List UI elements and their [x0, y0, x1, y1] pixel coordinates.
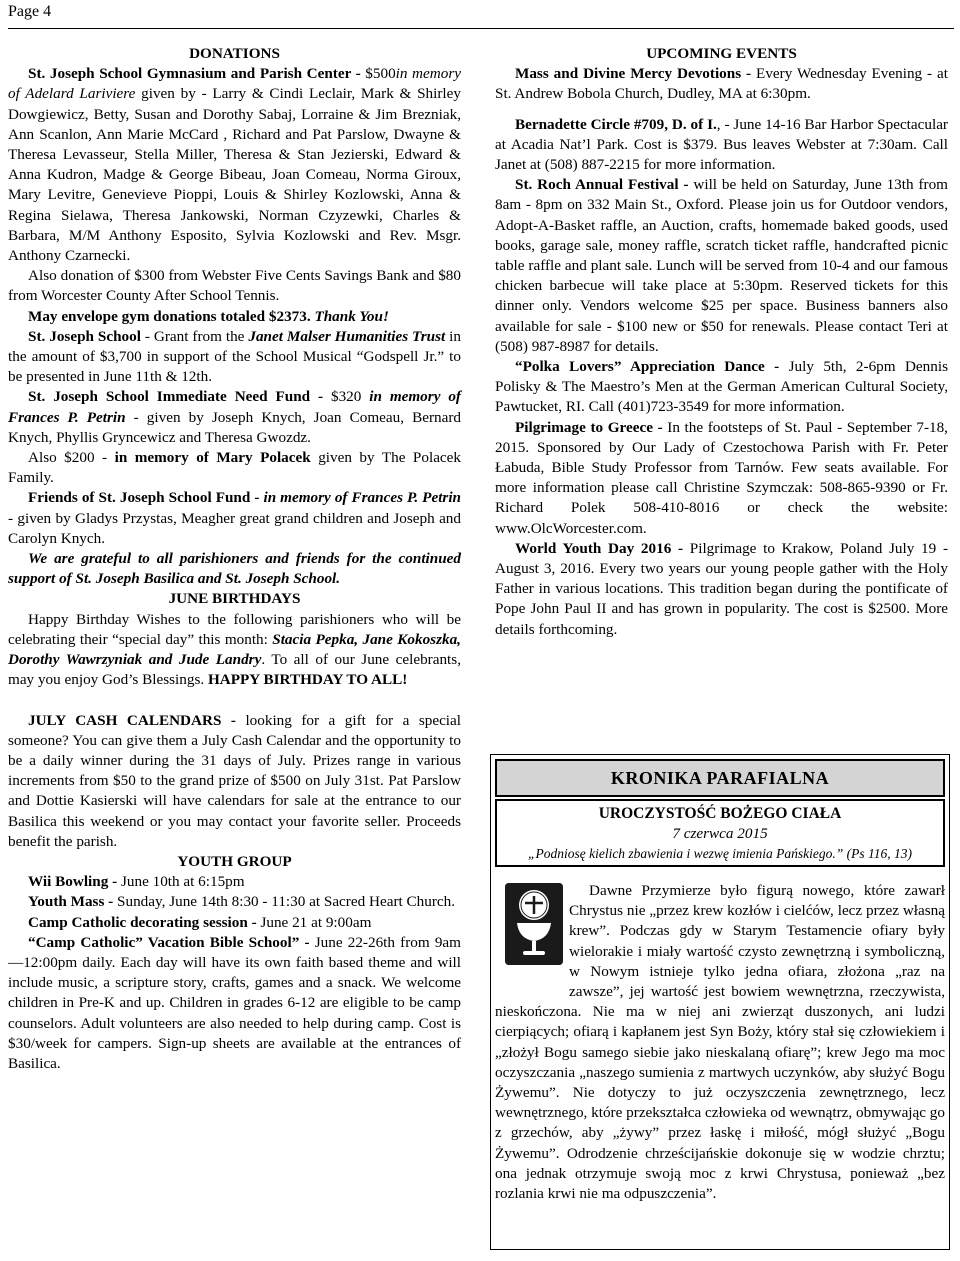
grant-lead: St. Joseph School: [28, 327, 141, 345]
feast-box: [495, 799, 945, 867]
need-text: - given by Joseph Knych, Joan Comeau, Bernard Knych, Phyllis Gryncewicz and Theresa Gwozdz.: [8, 408, 462, 446]
birthdays-post: . To all of our June celebrants, may you enjoy God’s Blessings.: [8, 651, 461, 689]
calendars-lead: JULY CASH CALENDARS -: [28, 711, 246, 729]
events-heading: UPCOMING EVENTS: [646, 45, 797, 62]
polacek-paragraph: [8, 448, 461, 488]
page-header: [8, 2, 954, 32]
spacer: [495, 105, 948, 115]
mercy-lead: Mass and Divine Mercy Devotions -: [515, 65, 757, 83]
bowling-paragraph: [8, 872, 461, 892]
need-memory: in memory of Frances P. Petrin: [8, 388, 461, 426]
spacer: [8, 691, 461, 711]
grateful-text: We are grateful to all parishioners and friends for the continued support of St. Joseph Basilica and St. Joseph School.: [8, 550, 461, 588]
grant-text: in the amount of $3,700 in support of the School Musical “Godspell Jr.” to be presented in June 11th & 12th.: [8, 327, 461, 386]
calendars-text: looking for a gift for a special someone? You can give them a July Cash Calendar and the opportunity to be a daily winner during the 31 days of July. Prizes range in various increments from $50 to the grand prize of $500 on July 31st. Pat Parslow and Dottie Kasierski will have calendars for sale at the entrance to our Basilica this weekend or you may contact your favorite seller. Proceeds benefit the parish.: [8, 711, 461, 850]
right-column: [495, 44, 948, 640]
mercy-paragraph: [495, 64, 948, 104]
birthdays-heading: JUNE BIRTHDAYS: [168, 590, 301, 608]
grant-paragraph: [8, 327, 461, 388]
camp-session-text: June 21 at 9:00am: [260, 913, 372, 931]
kronika-text: Dawne Przymierze było figurą nowego, które zawarł Chrystus nie „przez krew kozłów i cielćów, lecz przez własną krew”. Podczas gdy w Starym Testamencie ofiary były wielorakie i miały wartość czysto zewnętrzną i symboliczną, w Nowym istnieje tylko jedna ofiara, złożona „raz na zawsze”, jej wartość jest bowiem wewnętrzna, rzeczywista, nieskończona. Nie ma w niej ani zwierząt duszonych, ani ludzi cierpiących; ofiarą i kapłanem jest Syn Boży, który stał się człowiekiem i „złożył Bogu samego siebie jako nieskalaną ofiarę”; krew Jego ma moc oczyszczania „naszego sumienia z martwych uczynków, aby służyć Bogu Żywemu”. Nie dotyczy to już oczyszczenia zewnętrznego, lecz wewnętrznego, które przekształca człowieka od wewnątrz, obmywając go z grzechów, aby „żywy” przez łaskę i miłość, mógł służyć „Bogu Żywemu”. Odrodzenie chrześcijańskie dokonuje się w wodzie chrztu; ona jednak otrzymuje swoją moc z krwi Chrystusa, ponieważ „bez rozlania krwi nie ma odpuszczenia”.: [495, 882, 945, 1203]
kronika-body: [495, 881, 945, 1204]
mercy-text: Every Wednesday Evening - at St. Andrew Bobola Church, Dudley, MA at 6:30pm.: [495, 65, 948, 103]
wyd-lead: World Youth Day 2016 -: [515, 539, 690, 557]
polacek-memory: in memory of Mary Polacek: [114, 449, 311, 467]
greece-paragraph: [495, 418, 948, 539]
calendars-paragraph: [8, 711, 461, 852]
also-donation: Also donation of $300 from Webster Five Cents Savings Bank and $80 from Worcester County After School Tennis.: [8, 267, 461, 305]
vbs-text: June 22-26th from 9am—12:00pm daily. Each day will have its own faith based theme and will include music, a scripture story, crafts, games and a snack. We welcome children in Pre-K and up. Children in grades 6-12 are eligible to be camp counselors. Adult volunteers are also needed to help during camp. Cost is $30/week for campers. Sign-up sheets are available at the entrances of Basilica.: [8, 933, 461, 1072]
bernadette-paragraph: [495, 115, 948, 176]
greece-lead: Pilgrimage to Greece -: [515, 418, 668, 436]
kronika-section: [490, 754, 950, 1250]
feast-date: 7 czerwca 2015: [672, 825, 768, 842]
feast-quote: „Podniosę kielich zbawienia i wezwę imienia Pańskiego.” (Ps 116, 13): [527, 846, 913, 861]
page-number: Page 4: [8, 3, 52, 20]
birthdays-closing: HAPPY BIRTHDAY TO ALL!: [207, 671, 408, 689]
birthdays-paragraph: [8, 610, 461, 691]
gym-lead: St. Joseph School Gymnasium and Parish Center -: [28, 65, 366, 83]
camp-session-paragraph: [8, 913, 461, 933]
bernadette-text: , - June 14-16 Bar Harbor Spectacular at Acadia Nat’l Park. Cost is $379. Bus leaves Webster at 7:30am. Call Janet at (508) 887-2215 for more information.: [495, 115, 948, 174]
roch-lead: St. Roch Annual Festival -: [515, 176, 694, 194]
friends-text: - given by Gladys Przystas, Meagher great grand children and Joseph and Carolyn Knych.: [8, 509, 461, 547]
polka-lead: “Polka Lovers” Appreciation Dance -: [515, 358, 789, 376]
gym-amount: $500: [365, 65, 396, 83]
roch-paragraph: [495, 175, 948, 357]
grant-trust: Janet Malser Humanities Trust: [248, 327, 446, 345]
vbs-paragraph: [8, 933, 461, 1074]
bowling-lead: Wii Bowling -: [28, 873, 121, 891]
thank-you: Thank You!: [314, 307, 389, 325]
youth-mass-text: Sunday, June 14th 8:30 - 11:30 at Sacred Heart Church.: [117, 893, 456, 911]
youth-mass-lead: Youth Mass -: [28, 893, 118, 911]
friends-fund-paragraph: [8, 488, 461, 549]
friends-memory: in memory of Frances P. Petrin: [263, 489, 461, 507]
greece-text: In the footsteps of St. Paul - September 7-18, 2015. Sponsored by Our Lady of Czestochowa Parish with Fr. Peter Łabuda, Bible Study Professor from Tarnów. Few seats available. For more information please call Christine Szymczak: 508-865-9390 or Fr. Richard Polek 508-410-8016 or check the website: www.OlcWorcester.com.: [495, 418, 948, 537]
youth-heading: YOUTH GROUP: [177, 852, 292, 870]
polacek-pre: Also $200 -: [28, 449, 115, 467]
polka-text: July 5th, 2-6pm Dennis Polisky & The Maestro’s Men at the German American Cultural Society, Pawtucket, RI. Call (401)723-3549 for more information.: [495, 358, 948, 416]
gym-memory: in memory of Adelard Lariviere: [8, 65, 461, 103]
header-rule: [8, 28, 954, 29]
birthdays-intro: Happy Birthday Wishes to the following parishioners who will be celebrating their “special day” this month:: [8, 610, 461, 648]
bowling-text: June 10th at 6:15pm: [120, 873, 245, 891]
may-total: May envelope gym donations totaled $2373.: [28, 307, 315, 325]
need-lead: St. Joseph School Immediate Need Fund -: [28, 388, 331, 406]
need-amount: $320: [330, 388, 370, 406]
left-column: [8, 44, 461, 1074]
need-fund-paragraph: [8, 387, 461, 448]
donations-heading: DONATIONS: [189, 45, 280, 62]
roch-text: will be held on Saturday, June 13th from 8am - 8pm on 332 Main St., Oxford. Please join us for Outdoor vendors, Adopt-A-Basket raffle, an Auction, crafts, homemade baked goods, used books, garage sale, money raffle, scratch ticket raffle, handcrafted picnic table raffle and plant sale. Lunch will be served from 10-4 and our famous chicken barbecue will take place at 5:30pm. Reserved tickets for this dinner only. Vendors welcome $25 per space. Business banners also available for sale - $100 new or $50 for renewals. Please contact Teri at (508) 987-8987 for details.: [495, 176, 948, 355]
kronika-banner: KRONIKA PARAFIALNA: [495, 759, 945, 797]
gym-donation-paragraph: [8, 64, 461, 266]
camp-session-lead: Camp Catholic decorating session -: [28, 913, 261, 931]
polka-paragraph: [495, 357, 948, 418]
grateful-paragraph: [8, 549, 461, 589]
bernadette-lead: Bernadette Circle #709, D. of I.: [515, 115, 717, 133]
wyd-paragraph: [495, 539, 948, 640]
vbs-lead: “Camp Catholic” Vacation Bible School” -: [28, 933, 315, 951]
grant-mid: - Grant from the: [140, 327, 249, 345]
feast-title: UROCZYSTOŚĆ BOŻEGO CIAŁA: [598, 805, 842, 822]
gym-donors: given by - Larry & Cindi Leclair, Mark & Shirley Dowgiewicz, Betty, Susan and Dorothy Sabaj, Lorraine & Jim Brezniak, Ann Scanlon, Ann Marie McCard , Richard and Pat Parslow, Dwayne & Theresa Levasseur, Stella Miller, Theresa & Stan Jezierski, Edward & Anna Kudron, Madge & George Bibeau, Joan Comeau, Norma Giroux, Mary Levitre, Genevieve Pioppi, Louis & Shirley Kozlowski, Anna & Regina Sielawa, Theresa Jankowski, Norman Czyzewki, Charles & Barbara, M/M Anthony Esposito, Sylvia Kozlowski and Rev. Msgr. Anthony Czarnecki.: [8, 85, 461, 265]
birthday-names: Stacia Pepka, Jane Kokoszka, Dorothy Wawrzyniak and Jude Landry: [8, 630, 461, 669]
wyd-text: Pilgrimage to Krakow, Poland July 19 - August 3, 2016. Every two years our young people gather with the Holy Father in various locations. This tradition began during the pontificate of Pope John Paul II and has grown in popularity. The cost is $2500. More details forthcoming.: [495, 539, 949, 638]
may-total-paragraph: [8, 307, 461, 327]
friends-lead: Friends of St. Joseph School Fund -: [28, 489, 264, 507]
icon-spacer: [495, 881, 569, 1001]
polacek-text: given by The Polacek Family.: [8, 449, 462, 487]
youth-mass-paragraph: [8, 892, 461, 912]
